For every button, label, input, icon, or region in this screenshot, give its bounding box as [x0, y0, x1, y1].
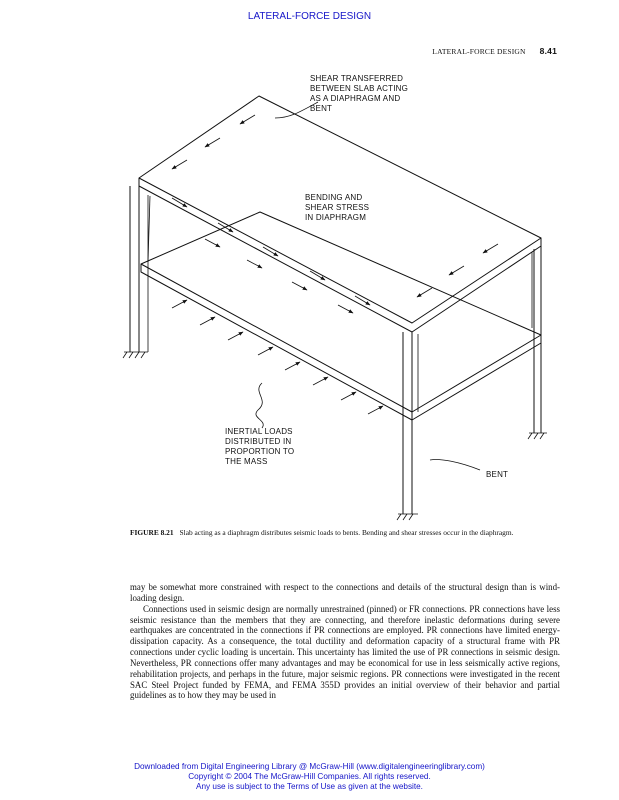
running-title: LATERAL-FORCE DESIGN	[432, 47, 526, 56]
paragraph-2: Connections used in seismic design are normally unrestrained (pinned) or FR connections. PR connections have less seismic resistance than the members that they are connecting, and therefore inelastic deformations during severe earthquakes are concentrated in the connections if PR connections are employed. PR connections have limited energy-dissipation capacity. As a consequence, the total ductility and deformation capacity of a structural frame with PR connections under cyclic loading is uncertain. This uncertainty has limited the use of PR connections in seismic design. Nevertheless, PR connections offer many advantages and may be economical for use in less seismically active regions, rehabilitation projects, and perhaps in the future, major seismic regions. PR connections were investigated in the recent SAC Steel Project funded by FEMA, and FEMA 355D provides an initial overview of their behavior and partial guidelines as to how they may be used in	[130, 603, 560, 701]
callout-shear-transferred: SHEAR TRANSFERRED BETWEEN SLAB ACTING AS A DIAPHRAGM AND BENT	[310, 74, 409, 113]
footer	[0, 762, 619, 792]
page-number: 8.41	[539, 46, 557, 56]
callout-bent: BENT	[486, 470, 509, 479]
caption-label: FIGURE 8.21	[130, 528, 174, 537]
callout-bending-shear: BENDING AND SHEAR STRESS IN DIAPHRAGM	[305, 193, 370, 222]
footer-line-3[interactable]: Any use is subject to the Terms of Use as given at the website.	[196, 782, 423, 791]
middle-slab-edge	[141, 264, 541, 420]
paragraph-1: may be somewhat more constrained with respect to the connections and details of the structural design than is wind-loading design.	[130, 582, 560, 603]
caption-text: Slab acting as a diaphragm distributes seismic loads to bents. Bending and shear stresses occur in the diaphragm.	[179, 528, 514, 537]
column-front-right	[403, 332, 412, 514]
body-text	[130, 582, 560, 701]
callout-inertial-loads: INERTIAL LOADS DISTRIBUTED IN PROPORTION TO THE MASS	[225, 427, 295, 466]
figure-caption	[130, 528, 560, 538]
column-right-back	[534, 246, 541, 433]
top-banner: LATERAL-FORCE DESIGN	[247, 11, 372, 22]
column-front-left	[130, 186, 139, 352]
footer-line-1[interactable]: Downloaded from Digital Engineering Library @ McGraw-Hill (www.digitalengineeringlibrary.com)	[134, 762, 485, 771]
footer-line-2: Copyright © 2004 The McGraw-Hill Companies. All rights reserved.	[188, 772, 431, 781]
